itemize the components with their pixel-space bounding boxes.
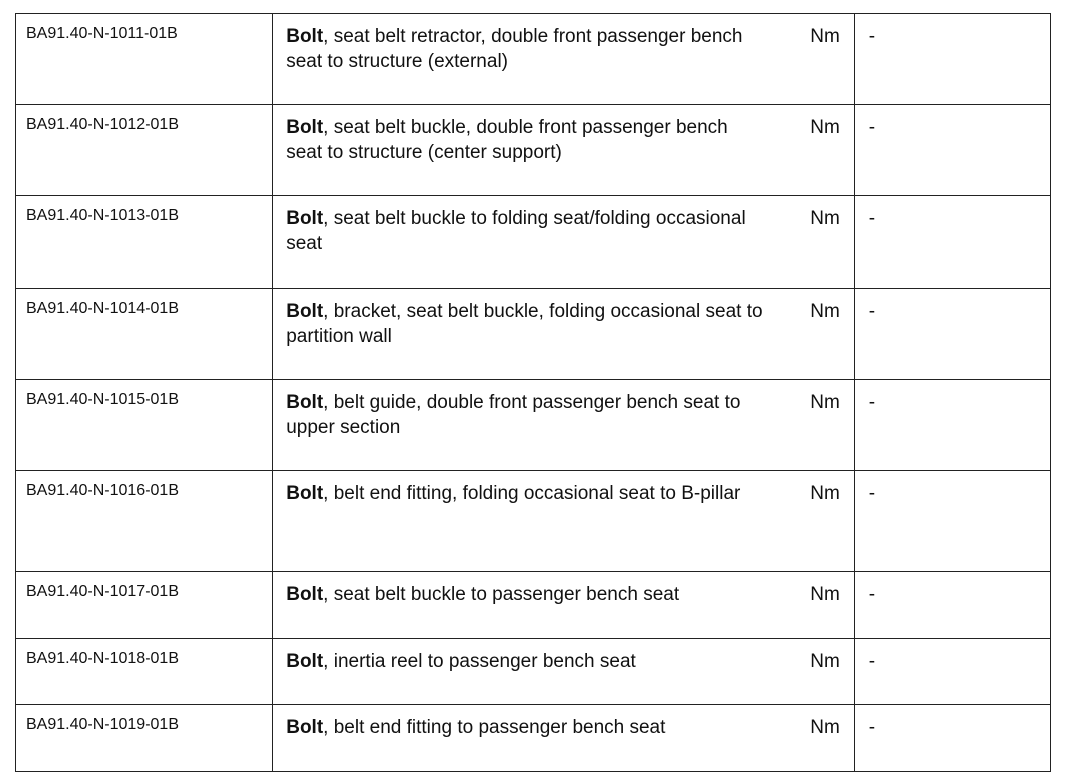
unit-label: Nm — [810, 26, 840, 47]
torque-value: - — [868, 651, 876, 672]
table-row — [16, 380, 1051, 471]
spec-code: BA91.40-N-1017-01B — [26, 583, 179, 600]
part-detail: , bracket, seat belt buckle, folding occasional seat to partition wall — [286, 301, 763, 347]
code-cell — [16, 380, 273, 471]
unit-label: Nm — [810, 717, 840, 738]
spec-description — [273, 572, 854, 607]
torque-value: - — [868, 26, 876, 47]
description-cell — [273, 705, 855, 772]
part-detail: , seat belt buckle to folding seat/folding occasional seat — [286, 208, 746, 254]
value-cell — [854, 471, 1050, 572]
value-cell — [854, 14, 1050, 105]
spec-code: BA91.40-N-1019-01B — [26, 716, 179, 733]
part-name: Bolt — [286, 392, 324, 413]
value-cell — [854, 289, 1050, 380]
spec-code: BA91.40-N-1015-01B — [26, 391, 179, 408]
torque-spec-table — [15, 13, 1051, 772]
code-cell — [16, 14, 273, 105]
table-row — [16, 196, 1051, 289]
code-cell — [16, 705, 273, 772]
spec-description — [273, 14, 854, 74]
description-cell — [273, 380, 855, 471]
value-cell — [854, 572, 1050, 639]
part-name: Bolt — [286, 301, 324, 322]
part-name: Bolt — [286, 26, 324, 47]
part-detail: , belt end fitting to passenger bench seat — [323, 717, 666, 738]
description-cell — [273, 572, 855, 639]
unit-label: Nm — [810, 117, 840, 138]
spec-description — [273, 705, 854, 740]
unit-label: Nm — [810, 483, 840, 504]
part-detail: , seat belt buckle, double front passenger bench seat to structure (center support) — [286, 117, 728, 163]
description-cell — [273, 471, 855, 572]
torque-value: - — [868, 208, 876, 229]
code-cell — [16, 639, 273, 705]
table-row — [16, 471, 1051, 572]
table-row — [16, 639, 1051, 705]
description-cell — [273, 196, 855, 289]
spec-code: BA91.40-N-1014-01B — [26, 300, 179, 317]
spec-code: BA91.40-N-1016-01B — [26, 482, 179, 499]
unit-label: Nm — [810, 301, 840, 322]
spec-description — [273, 196, 854, 256]
spec-code: BA91.40-N-1012-01B — [26, 116, 179, 133]
description-cell — [273, 289, 855, 380]
part-name: Bolt — [286, 483, 324, 504]
part-detail: , belt end fitting, folding occasional seat to B-pillar — [323, 483, 741, 504]
table-row — [16, 705, 1051, 772]
part-name: Bolt — [286, 584, 324, 605]
part-name: Bolt — [286, 717, 324, 738]
description-cell — [273, 639, 855, 705]
part-detail: , belt guide, double front passenger bench seat to upper section — [286, 392, 741, 438]
description-cell — [273, 105, 855, 196]
code-cell — [16, 196, 273, 289]
table-row — [16, 105, 1051, 196]
table-row — [16, 289, 1051, 380]
spec-description — [273, 639, 854, 674]
part-name: Bolt — [286, 651, 324, 672]
part-name: Bolt — [286, 208, 324, 229]
torque-value: - — [868, 483, 876, 504]
part-detail: , seat belt buckle to passenger bench seat — [323, 584, 680, 605]
code-cell — [16, 471, 273, 572]
unit-label: Nm — [810, 651, 840, 672]
torque-value: - — [868, 584, 876, 605]
spec-description — [273, 105, 854, 165]
unit-label: Nm — [810, 584, 840, 605]
spec-code: BA91.40-N-1011-01B — [26, 25, 178, 42]
value-cell — [854, 705, 1050, 772]
spec-description — [273, 380, 854, 440]
spec-code: BA91.40-N-1013-01B — [26, 207, 179, 224]
code-cell — [16, 105, 273, 196]
unit-label: Nm — [810, 392, 840, 413]
description-cell — [273, 14, 855, 105]
torque-value: - — [868, 392, 876, 413]
code-cell — [16, 572, 273, 639]
value-cell — [854, 380, 1050, 471]
torque-value: - — [868, 117, 876, 138]
part-name: Bolt — [286, 117, 324, 138]
torque-value: - — [868, 717, 876, 738]
table-row — [16, 14, 1051, 105]
part-detail: , inertia reel to passenger bench seat — [323, 651, 636, 672]
spec-description — [273, 289, 854, 349]
part-detail: , seat belt retractor, double front passenger bench seat to structure (external) — [286, 26, 743, 72]
unit-label: Nm — [810, 208, 840, 229]
value-cell — [854, 105, 1050, 196]
table-row — [16, 572, 1051, 639]
value-cell — [854, 196, 1050, 289]
spec-description — [273, 471, 854, 510]
code-cell — [16, 289, 273, 380]
value-cell — [854, 639, 1050, 705]
spec-code: BA91.40-N-1018-01B — [26, 650, 179, 667]
torque-value: - — [868, 301, 876, 322]
